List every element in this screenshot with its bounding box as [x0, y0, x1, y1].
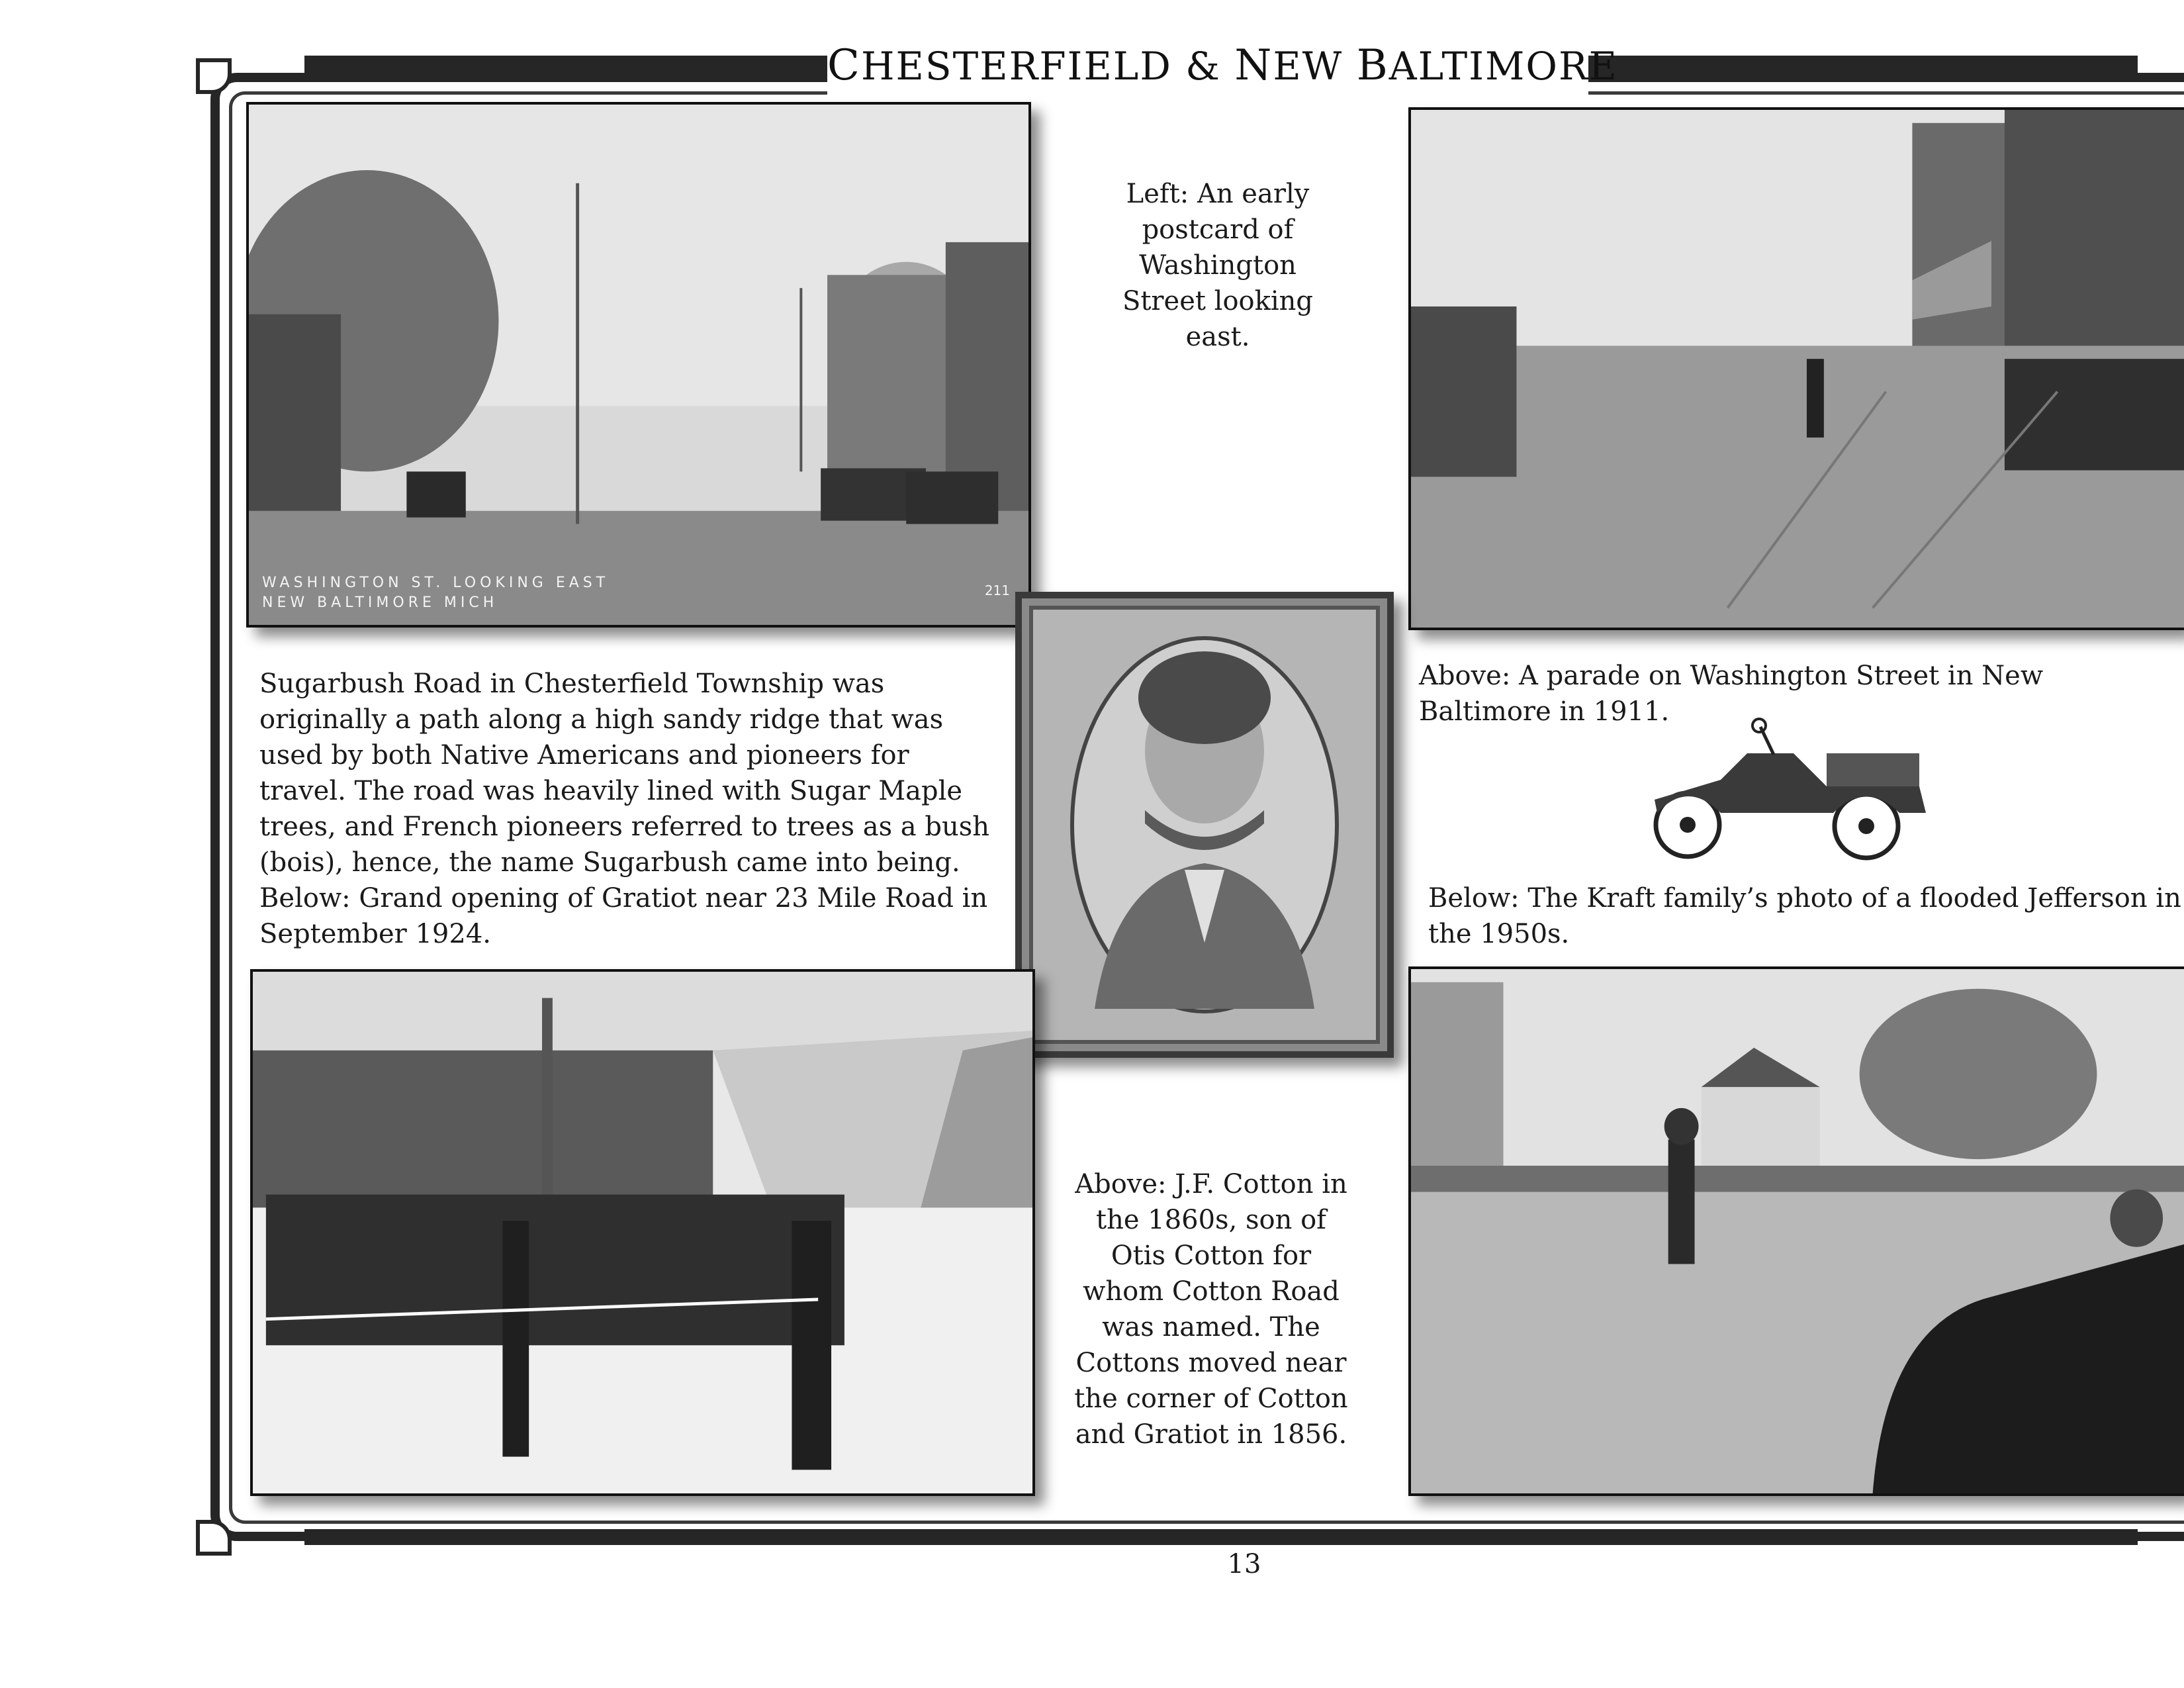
postcard-imprint: WASHINGTON ST. LOOKING EAST NEW BALTIMORE MICH — [262, 575, 610, 611]
ribbon-cutting-scene — [253, 972, 1032, 1493]
caption-postcard: Left: An early postcard of Washington Street looking east. — [1122, 179, 1314, 352]
postcard-scene — [249, 105, 1028, 625]
antique-automobile-illustration — [1641, 714, 1933, 866]
footer-rule — [304, 1529, 2138, 1545]
portrait-scene — [1022, 598, 1387, 1051]
car-icon — [1641, 714, 1933, 866]
page-title: CHESTERFIELD & NEW BALTIMORE — [827, 41, 1618, 90]
page-number: 13 — [1227, 1549, 1261, 1579]
parade-scene — [1411, 110, 2184, 628]
photo-parade-1911 — [1408, 107, 2184, 630]
photo-flooded-jefferson-1950s — [1408, 966, 2184, 1496]
caption-flood: Below: The Kraft family’s photo of a flooded Jefferson in the 1950s. — [1428, 883, 2181, 949]
caption-parade: Above: A parade on Washington Street in New Baltimore in 1911. — [1419, 661, 2044, 727]
photo-gratiot-grand-opening-1924 — [250, 969, 1035, 1496]
caption-sugarbush-road: Sugarbush Road in Chesterfield Township was originally a path along a high sandy ridge that was used by both Native Americans and pioneers for travel. The road was heavily lined with Sugar Maple trees, and French pioneers referred to trees as a bush (bois), hence, the name Sugarbush came into being. Below: Grand opening of Gratiot near 23 Mile Road in September 1924. — [259, 669, 990, 949]
flood-scene — [1411, 969, 2184, 1493]
photo-jf-cotton-portrait — [1015, 592, 1394, 1058]
postcard-number: 211 — [984, 583, 1010, 598]
header — [827, 36, 1618, 95]
caption-jf-cotton: Above: J.F. Cotton in the 1860s, son of Otis Cotton for whom Cotton Road was named. The Cottons moved near the corner of Cotton and Gratiot in 1856. — [1074, 1169, 1348, 1450]
photo-washington-street-postcard — [246, 102, 1031, 628]
